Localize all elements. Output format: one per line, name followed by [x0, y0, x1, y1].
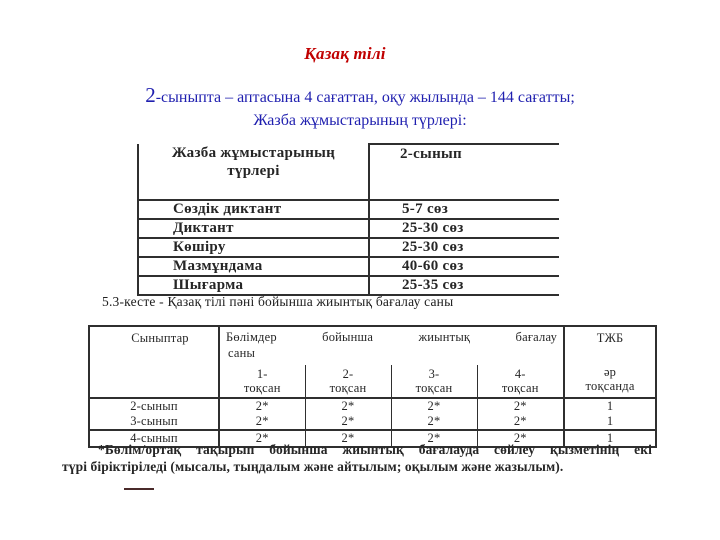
q4-cell: 2*: [477, 398, 564, 414]
table-row: [138, 276, 559, 295]
header-cell-quarter-4: 4- тоқсан: [477, 365, 564, 398]
q1-cell: 2*: [255, 399, 269, 413]
work-volume-cell: 40-60 сөз: [369, 257, 559, 276]
footnote-line-2: түрі біріктіріледі (мысалы, тыңдалым және айтылым; оқылым және жазылым).: [62, 459, 564, 474]
q3-cell: 2*: [391, 398, 477, 414]
intro-grade-digit: 2: [145, 83, 156, 107]
divider-line: [124, 488, 154, 490]
intro-line-2: Жазба жұмыстарының түрлері:: [253, 112, 467, 129]
q3-cell: 2*: [391, 430, 477, 447]
tzb-cell: 1: [564, 430, 656, 447]
intro-line-1-text: -сыныпта – аптасына 4 сағаттан, оқу жылында – 144 сағатты;: [155, 89, 575, 106]
group-header-line-1: Бөлімдер бойынша жиынтық бағалау: [226, 330, 558, 344]
table-row: [89, 398, 656, 414]
q2-cell: 2*: [305, 398, 391, 414]
work-volume-cell: 5-7 сөз: [369, 200, 559, 219]
q2-cell: 2*: [305, 414, 391, 430]
header-cell-tzb: [564, 326, 656, 398]
grade-cell: 3-сынып: [89, 414, 219, 430]
header-cell-work-types: Жазба жұмыстарының түрлері: [138, 144, 369, 200]
group-header-line-2: саны: [228, 346, 256, 360]
table-row: [138, 200, 559, 219]
q3-cell: 2*: [391, 414, 477, 430]
table-caption: 5.3-кесте - Қазақ тілі пәні бойынша жиынтық бағалау саны: [102, 294, 454, 309]
work-type-cell: Мазмұндама: [138, 257, 369, 276]
footnote-line-1: *Бөлім/ортақ тақырып бойынша жиынтық бағалауда сөйлеу қызметінің екі: [98, 442, 652, 457]
assessment-header-row: [89, 326, 656, 365]
table-row: [138, 219, 559, 238]
q4-cell: 2*: [477, 430, 564, 447]
work-type-cell: Диктант: [138, 219, 369, 238]
table-row: [89, 414, 656, 430]
q1-cell: 2*: [219, 430, 305, 447]
header-cell-quarter-1: 1- тоқсан: [219, 365, 305, 398]
header-cell-quarter-3: 3- тоқсан: [391, 365, 477, 398]
tzb-label: ТЖБ: [596, 331, 624, 345]
tzb-cell: 1: [564, 414, 656, 430]
table-row: [138, 257, 559, 276]
work-type-cell: Сөздік диктант: [138, 200, 369, 219]
q1-cell: 2*: [219, 414, 305, 430]
q4-cell: 2*: [477, 414, 564, 430]
work-type-cell: Шығарма: [138, 276, 369, 295]
tzb-sub-label: әр тоқсанда: [585, 365, 635, 393]
tzb-cell: 1: [564, 398, 656, 414]
header-cell-grade: 2-сынып: [369, 144, 559, 200]
page-title: Қазақ тілі: [304, 44, 386, 63]
written-works-header-row: [138, 144, 559, 200]
work-volume-cell: 25-30 сөз: [369, 238, 559, 257]
grade-cell: 4-сынып: [89, 430, 219, 447]
footnote: [62, 441, 652, 475]
written-works-table: [137, 143, 559, 296]
assessment-table: [88, 325, 657, 448]
work-volume-cell: 25-30 сөз: [369, 219, 559, 238]
work-type-cell: Көшіру: [138, 238, 369, 257]
table-row: [138, 238, 559, 257]
q2-cell: 2*: [305, 430, 391, 447]
grade-cell: 2-сынып: [89, 398, 219, 414]
header-cell-quarter-2: 2- тоқсан: [305, 365, 391, 398]
intro-text: [4, 84, 716, 132]
header-cell-group: [219, 326, 564, 365]
intro-line-1: [4, 84, 716, 109]
work-volume-cell: 25-35 сөз: [369, 276, 559, 295]
header-cell-grades: Сыныптар: [89, 326, 219, 398]
